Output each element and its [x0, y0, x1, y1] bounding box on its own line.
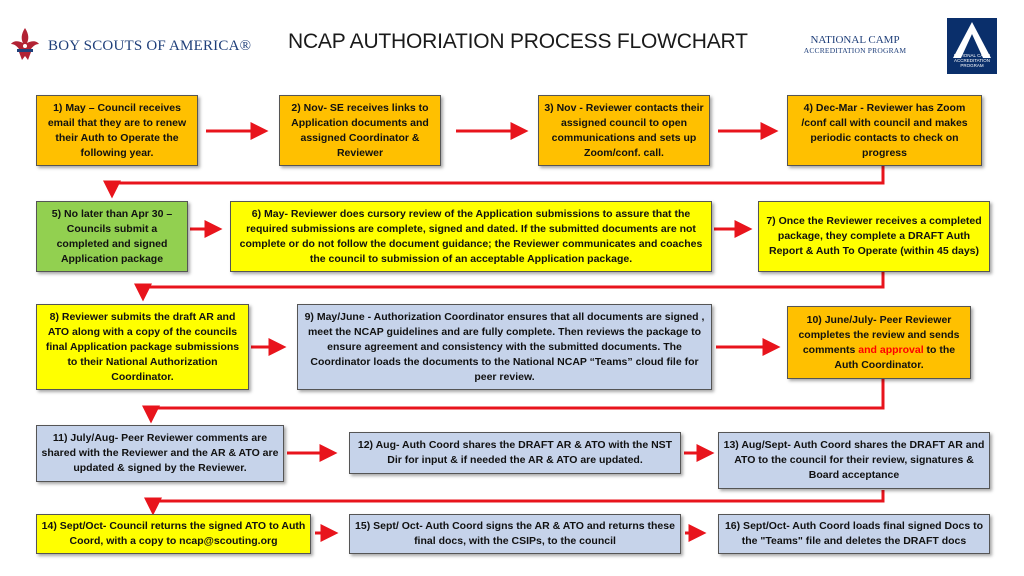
step-10-text-a: 10) June/July- Peer Reviewer completes the review and sends comments	[798, 313, 960, 356]
step-10-text-c: to the Auth Coordinator.	[834, 343, 956, 371]
step-15-text: 15) Sept/ Oct- Auth Coord signs the AR & ATO and returns these final docs, with the CSIPs, to the council	[355, 520, 675, 547]
step-3-text: 3) Nov - Reviewer contacts their assigned council to open communications and sets up Zoom/conf. call.	[544, 101, 704, 159]
step-10-text-highlight: and approval	[858, 343, 924, 356]
step-2-text: 2) Nov- SE receives links to Application documents and assigned Coordinator & Reviewer	[291, 101, 429, 159]
step-5-text: 5) No later than Apr 30 – Councils submit a completed and signed Application package	[51, 207, 173, 265]
step-8-text: 8) Reviewer submits the draft AR and ATO along with a copy of the councils final Application package submissions to their National Authorization Coordinator.	[45, 310, 240, 383]
arrow-7-8	[143, 272, 883, 297]
step-1-box	[36, 95, 198, 166]
step-5-box	[36, 201, 188, 272]
step-14-text: 14) Sept/Oct- Council returns the signed ATO to Auth Coord, with a copy to ncap@scouting.org	[41, 520, 306, 547]
step-8-box	[36, 304, 249, 390]
page-title: NCAP AUTHORIATION PROCESS FLOWCHART	[288, 30, 748, 53]
step-16-text: 16) Sept/Oct- Auth Coord loads final signed Docs to the "Teams" file and deletes the DRAFT docs	[724, 520, 984, 547]
step-1-text: 1) May – Council receives email that they are to renew their Auth to Operate the following year.	[47, 101, 187, 159]
step-7-text: 7) Once the Reviewer receives a completed package, they complete a DRAFT Auth Report & Auth To Operate (within 45 days)	[766, 215, 982, 257]
step-6-box	[230, 201, 712, 272]
step-9-box	[297, 304, 712, 390]
step-13-box	[718, 432, 990, 489]
step-10-text	[792, 313, 966, 373]
step-7-box	[758, 201, 990, 272]
step-13-text: 13) Aug/Sept- Auth Coord shares the DRAFT AR and ATO to the council for their review, signatures & Board acceptance	[723, 439, 985, 481]
step-3-box	[538, 95, 710, 166]
step-14-box	[36, 514, 311, 554]
step-2-box	[279, 95, 441, 166]
step-11-text: 11) July/Aug- Peer Reviewer comments are shared with the Reviewer and the AR & ATO are updated & signed by the Reviewer.	[41, 432, 279, 474]
ncap-wordmark-line2: ACCREDITATION PROGRAM	[803, 46, 907, 55]
step-4-box	[787, 95, 982, 166]
ncap-wordmark-line1: NATIONAL CAMP	[810, 34, 900, 46]
arrow-4-5	[112, 166, 883, 194]
step-6-text: 6) May- Reviewer does cursory review of the Application submissions to assure that the required submissions are complete, signed and dated. If the submitted documents are not complete or do not follow the document guidance; the Reviewer communicates and coaches the council to submission of an acceptable Application package.	[239, 207, 703, 265]
step-12-box	[349, 432, 681, 474]
step-4-text: 4) Dec-Mar - Reviewer has Zoom /conf call with council and makes periodic contacts to check on progress	[801, 101, 968, 159]
step-16-box	[718, 514, 990, 554]
arrow-13-14	[153, 490, 883, 511]
step-12-text: 12) Aug- Auth Coord shares the DRAFT AR & ATO with the NST Dir for input & if needed the AR & ATO are updated.	[357, 439, 673, 466]
bsa-logo-text: BOY SCOUTS OF AMERICA®	[48, 38, 252, 54]
ncap-badge-caption: NATIONAL CAMP ACCREDITATION PROGRAM	[953, 53, 991, 68]
step-10-box	[787, 306, 971, 379]
step-11-box	[36, 425, 284, 482]
step-9-text: 9) May/June - Authorization Coordinator ensures that all documents are signed , meet the NCAP guidelines and are fully complete. Then reviews the package to ensure agreement and consistency with the submitted documents. The Coordinator loads the documents to the National NCAP “Teams” cloud file for peer review.	[304, 310, 705, 383]
step-15-box	[349, 514, 681, 554]
